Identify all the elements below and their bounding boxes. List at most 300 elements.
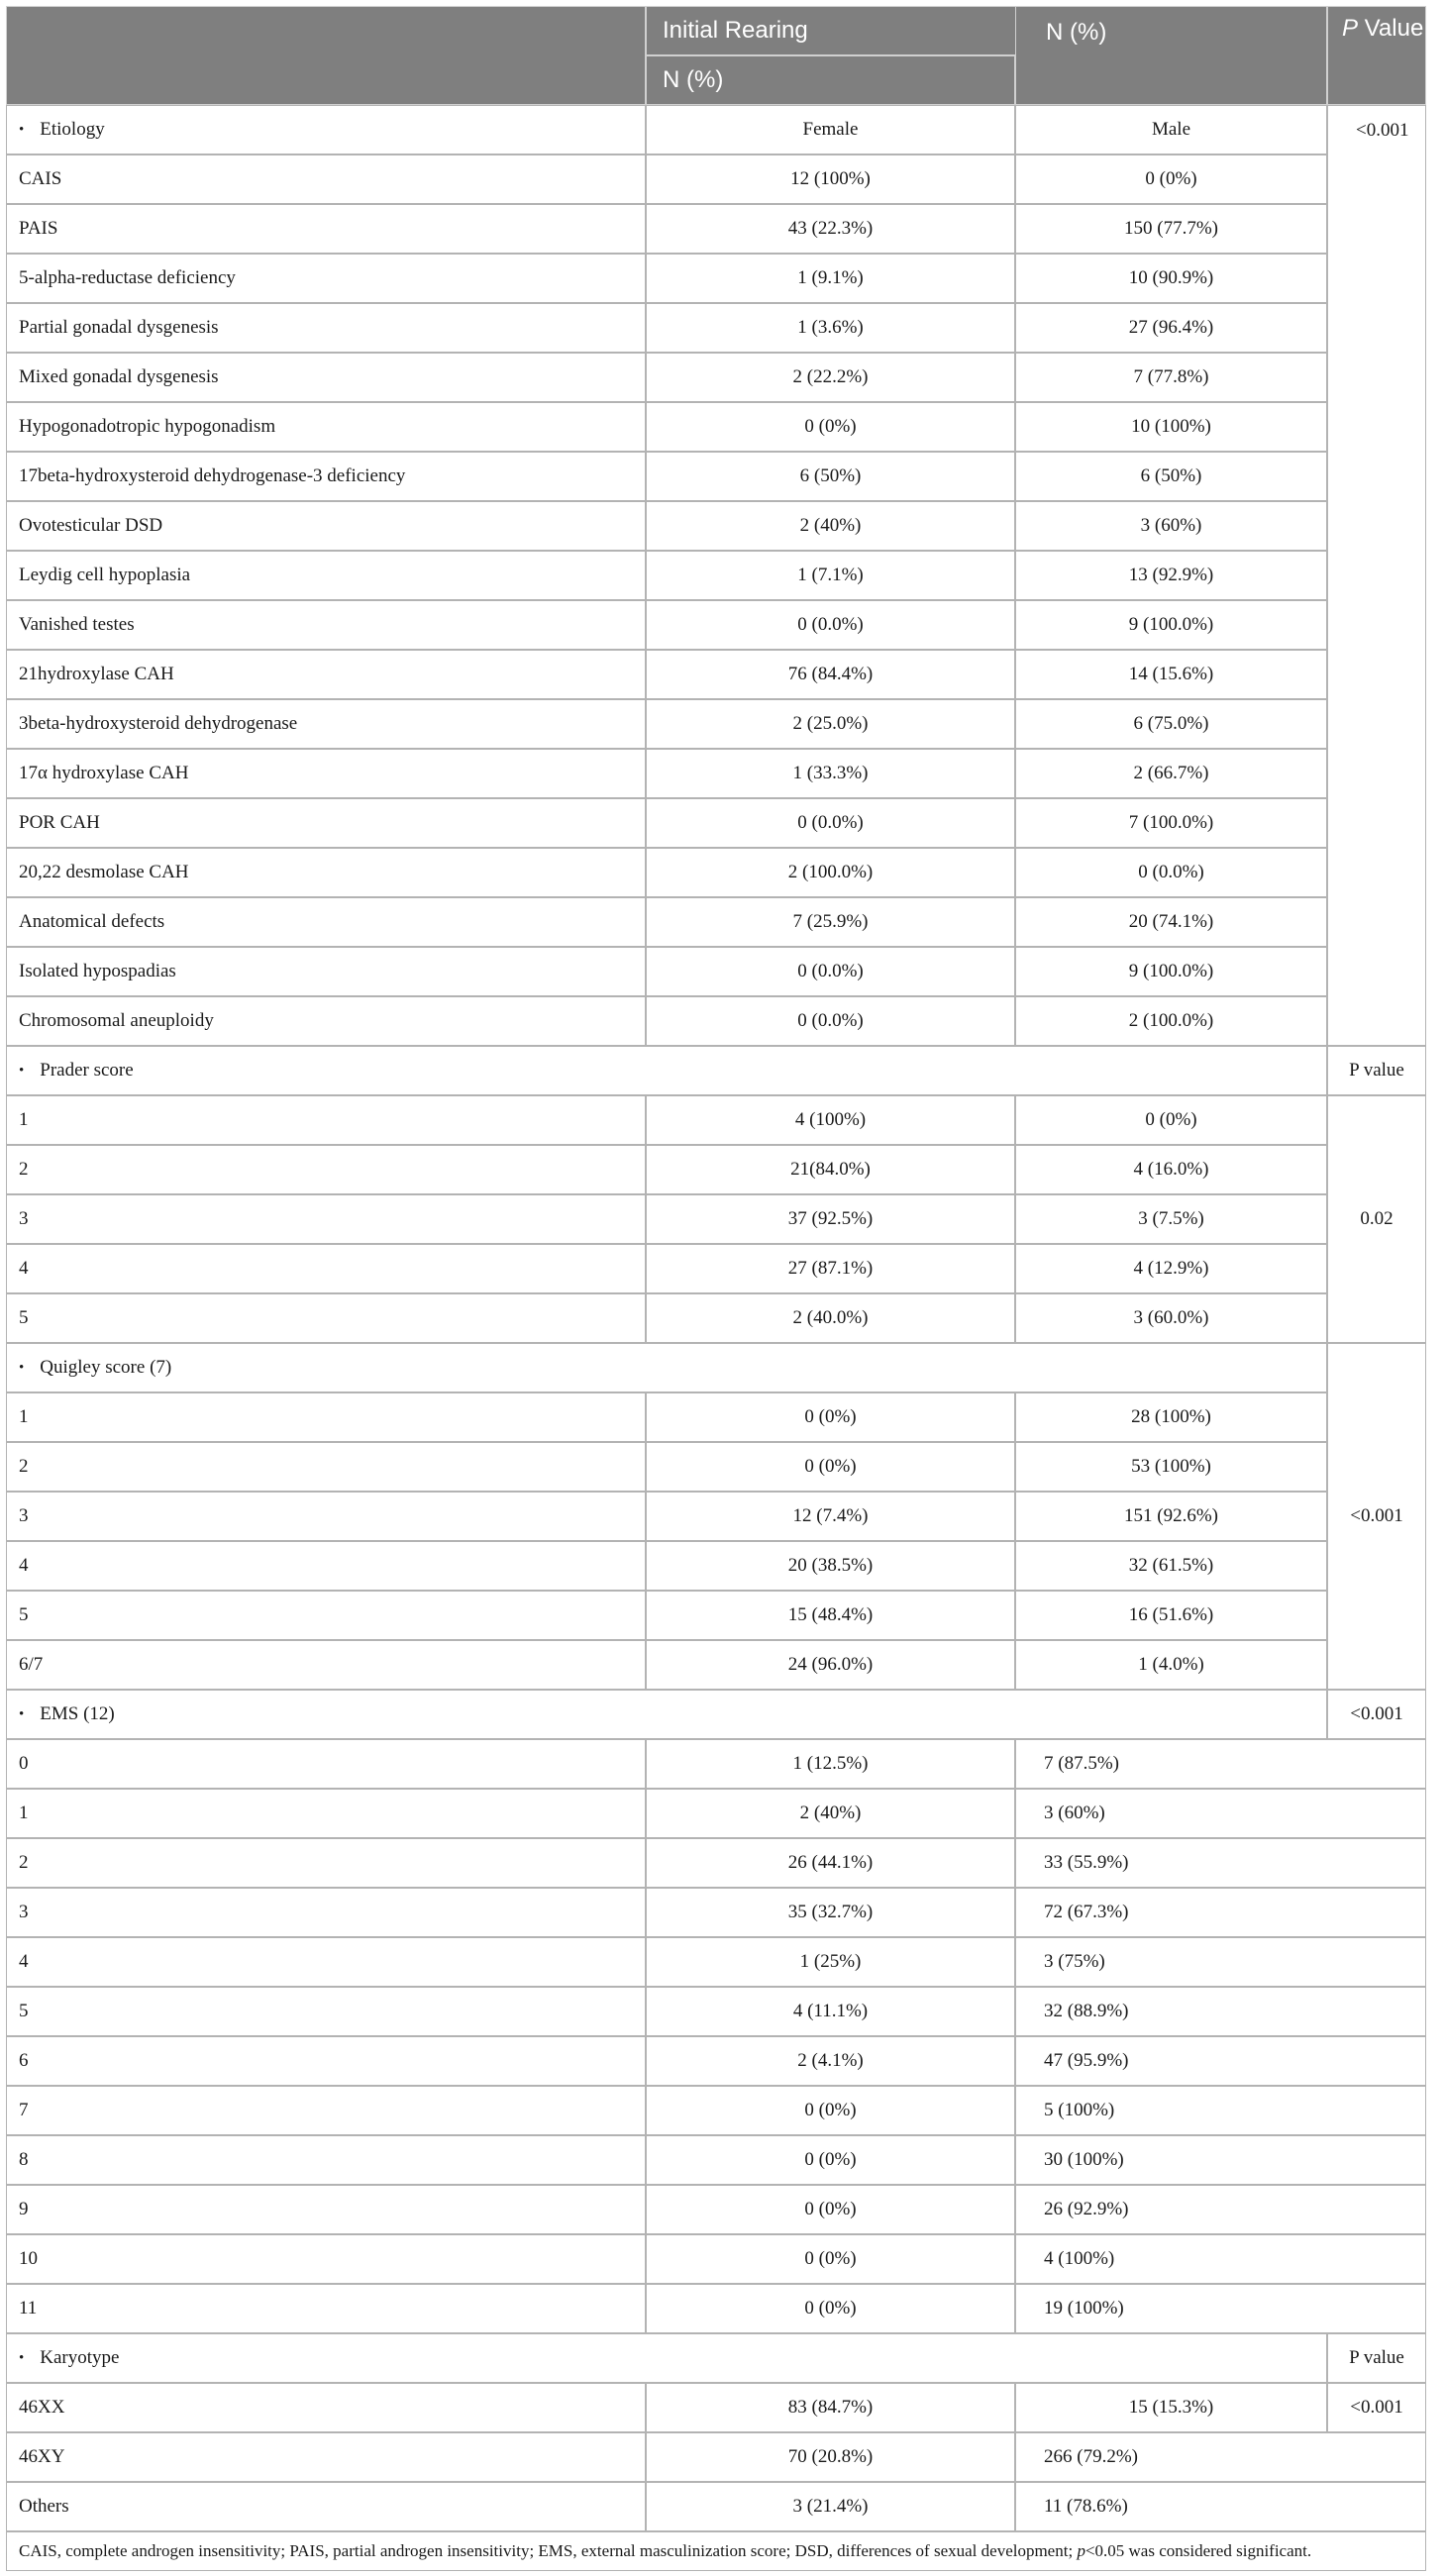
- table-row-label: [6, 303, 646, 353]
- table-row-male: [1015, 1145, 1327, 1194]
- table-row-female: [646, 650, 1015, 699]
- table-row-female-text: 4 (11.1%): [792, 2001, 869, 2021]
- table-row-female: [646, 1194, 1015, 1244]
- table-row-female: [646, 501, 1015, 551]
- section-karyotype-title-label: Karyotype: [40, 2347, 120, 2368]
- table-row-male-text: 1 (4.0%): [1138, 1654, 1204, 1675]
- table-row-male: [1015, 1789, 1426, 1838]
- table-row-male: [1015, 2234, 1426, 2284]
- table-row-female: [646, 2432, 1015, 2482]
- table-row-label: [6, 1492, 646, 1541]
- table-row-female-text: 0 (0%): [804, 2248, 857, 2269]
- table-row-male-text: 72 (67.3%): [1044, 1902, 1129, 1922]
- table-row-male: [1015, 254, 1327, 303]
- table-row-label-text: 3: [19, 1902, 29, 1922]
- table-row-male: [1015, 1194, 1327, 1244]
- table-row-label-text: 9: [19, 2199, 29, 2219]
- table-row-male-text: 2 (66.7%): [1133, 763, 1209, 783]
- section-quigley-title: [6, 1343, 1327, 1392]
- table-row-female: [646, 402, 1015, 452]
- table-row-label-text: 8: [19, 2149, 29, 2170]
- table-row-female-text: 1 (12.5%): [792, 1753, 869, 1774]
- table-row-female-text: 7 (25.9%): [792, 911, 869, 932]
- table-row-female-text: 0 (0%): [804, 2298, 857, 2318]
- table-row-label-text: Chromosomal aneuploidy: [19, 1010, 214, 1031]
- table-row-label-text: 3: [19, 1505, 29, 1526]
- table-row-female-text: 0 (0%): [804, 416, 857, 437]
- table-row-label-text: 4: [19, 1258, 29, 1279]
- table-row-female: [646, 1442, 1015, 1492]
- table-row-label-text: 20,22 desmolase CAH: [19, 862, 189, 882]
- table-row-male: [1015, 2383, 1327, 2432]
- table-row-label-text: 4: [19, 1951, 29, 1972]
- bullet-icon: •: [19, 1705, 25, 1722]
- table-row-male-text: 7 (77.8%): [1133, 366, 1209, 387]
- table-row-female-text: 76 (84.4%): [787, 664, 874, 684]
- table-row-female: [646, 1244, 1015, 1293]
- table-row-female: [646, 600, 1015, 650]
- table-row-male-text: 6 (75.0%): [1133, 713, 1209, 734]
- table-row-label: [6, 600, 646, 650]
- table-row-label: [6, 2383, 646, 2432]
- table-row-female: [646, 947, 1015, 996]
- etiology-male-header-text: Male: [1151, 119, 1191, 140]
- table-row-female-text: 6 (50%): [799, 465, 862, 486]
- table-row-male: [1015, 1888, 1426, 1937]
- table-row-female-text: 2 (40.0%): [792, 1307, 869, 1328]
- table-row-label-text: 17beta-hydroxysteroid dehydrogenase-3 deficiency: [19, 465, 406, 486]
- table-row-female-text: 37 (92.5%): [787, 1208, 874, 1229]
- table-row-female: [646, 155, 1015, 204]
- table-row-male-text: 11 (78.6%): [1044, 2496, 1128, 2517]
- table-row-label: [6, 2482, 646, 2531]
- table-row-female: [646, 353, 1015, 402]
- table-row-female-text: 0 (0%): [804, 2199, 857, 2219]
- table-row-female-text: 27 (87.1%): [787, 1258, 874, 1279]
- table-row-male: [1015, 996, 1327, 1046]
- table-row-label-text: 17α hydroxylase CAH: [19, 763, 189, 783]
- table-row-label-text: POR CAH: [19, 812, 100, 833]
- table-row-male: [1015, 1640, 1327, 1690]
- table-row-male-text: 47 (95.9%): [1044, 2050, 1129, 2071]
- table-row-label: [6, 947, 646, 996]
- table-row-female: [646, 699, 1015, 749]
- table-row-female: [646, 1987, 1015, 2036]
- table-row-label-text: Isolated hypospadias: [19, 961, 176, 981]
- header-initial-rearing-text: Initial Rearing: [663, 17, 808, 44]
- table-row-female-text: 1 (9.1%): [797, 267, 864, 288]
- table-row-male: [1015, 699, 1327, 749]
- prader-p-value-text: 0.02: [1360, 1208, 1394, 1229]
- table-row-female: [646, 254, 1015, 303]
- table-row-label-text: 11: [19, 2298, 38, 2318]
- table-row-female-text: 2 (4.1%): [797, 2050, 864, 2071]
- table-row-female: [646, 2284, 1015, 2333]
- table-row-male-text: 32 (88.9%): [1044, 2001, 1129, 2021]
- table-row-male-text: 0 (0%): [1145, 1109, 1197, 1130]
- table-row-label: [6, 897, 646, 947]
- table-row-label-text: Anatomical defects: [19, 911, 165, 932]
- section-prader-title-label: Prader score: [40, 1060, 134, 1081]
- table-row-male-text: 5 (100%): [1044, 2100, 1115, 2120]
- table-row-male-text: 28 (100%): [1131, 1406, 1211, 1427]
- table-row-female: [646, 1541, 1015, 1591]
- table-row-label: [6, 1789, 646, 1838]
- table-row-label: [6, 452, 646, 501]
- table-row-male-text: 9 (100.0%): [1128, 614, 1214, 635]
- table-row-female: [646, 897, 1015, 947]
- table-row-male: [1015, 600, 1327, 650]
- table-row-label-text: 5: [19, 1604, 29, 1625]
- table-row-female-text: 70 (20.8%): [787, 2446, 874, 2467]
- header-n-pct-right: [1015, 6, 1327, 105]
- table-row-male: [1015, 1591, 1327, 1640]
- table-row-male: [1015, 947, 1327, 996]
- table-row-label-text: Mixed gonadal dysgenesis: [19, 366, 219, 387]
- table-row-male-text: 6 (50%): [1140, 465, 1202, 486]
- table-row-label: [6, 1888, 646, 1937]
- quigley-p-value: [1327, 1343, 1426, 1690]
- table-row-label: [6, 1591, 646, 1640]
- table-row-male: [1015, 501, 1327, 551]
- table-row-male: [1015, 1541, 1327, 1591]
- table-row-label: [6, 1838, 646, 1888]
- table-row-male-text: 13 (92.9%): [1128, 565, 1214, 585]
- table-row-male: [1015, 1392, 1327, 1442]
- table-row-male: [1015, 2135, 1426, 2185]
- table-row-label: [6, 204, 646, 254]
- table-row-label: [6, 1244, 646, 1293]
- table-row-female-text: 2 (25.0%): [792, 713, 869, 734]
- table-row-female: [646, 2135, 1015, 2185]
- section-etiology-title-label: Etiology: [40, 119, 105, 140]
- table-row-male: [1015, 1838, 1426, 1888]
- table-row-male: [1015, 1937, 1426, 1987]
- table-row-female-text: 0 (0.0%): [797, 1010, 864, 1031]
- table-row-label: [6, 551, 646, 600]
- table-row-male: [1015, 155, 1327, 204]
- table-row-male-text: 53 (100%): [1131, 1456, 1211, 1477]
- table-row-female: [646, 204, 1015, 254]
- etiology-male-header: [1015, 105, 1327, 155]
- table-row-male: [1015, 749, 1327, 798]
- table-row-female: [646, 1095, 1015, 1145]
- table-row-male: [1015, 1442, 1327, 1492]
- section-ems-title: [6, 1690, 1327, 1739]
- section-etiology-title: [6, 105, 646, 155]
- table-row-label: [6, 2185, 646, 2234]
- table-row-female-text: 0 (0%): [804, 2100, 857, 2120]
- table-row-male-text: 0 (0.0%): [1138, 862, 1204, 882]
- table-row-label: [6, 798, 646, 848]
- table-row-male-text: 266 (79.2%): [1044, 2446, 1138, 2467]
- table-row-label: [6, 650, 646, 699]
- table-row-female-text: 21(84.0%): [790, 1159, 871, 1180]
- table-row-label-text: Leydig cell hypoplasia: [19, 565, 191, 585]
- table-row-male-text: 3 (60.0%): [1133, 1307, 1209, 1328]
- table-row-label-text: 3beta-hydroxysteroid dehydrogenase: [19, 713, 298, 734]
- table-row-female-text: 0 (0%): [804, 2149, 857, 2170]
- table-row-female: [646, 1937, 1015, 1987]
- table-row-male: [1015, 452, 1327, 501]
- table-row-female-text: 1 (25%): [799, 1951, 862, 1972]
- table-row-male: [1015, 551, 1327, 600]
- table-row-label-text: 10: [19, 2248, 38, 2269]
- table-row-male-text: 15 (15.3%): [1128, 2397, 1214, 2418]
- table-row-female: [646, 2383, 1015, 2432]
- table-row-label: [6, 1095, 646, 1145]
- table-row-label-text: Vanished testes: [19, 614, 135, 635]
- table-row-male: [1015, 2432, 1426, 2482]
- table-row-female: [646, 2234, 1015, 2284]
- table-row-label: [6, 402, 646, 452]
- table-row-male: [1015, 1244, 1327, 1293]
- table-row-male-text: 3 (60%): [1140, 515, 1202, 536]
- table-row-female: [646, 2482, 1015, 2531]
- table-row-male-text: 3 (75%): [1044, 1951, 1105, 1972]
- table-row-female-text: 2 (100.0%): [787, 862, 874, 882]
- table-row-male: [1015, 2036, 1426, 2086]
- table-row-male-text: 4 (12.9%): [1133, 1258, 1209, 1279]
- table-row-label: [6, 848, 646, 897]
- table-row-label: [6, 2234, 646, 2284]
- karyotype-p-header: [1327, 2333, 1426, 2383]
- table-row-label-text: 5: [19, 1307, 29, 1328]
- table-row-label-text: 5-alpha-reductase deficiency: [19, 267, 236, 288]
- table-row-female: [646, 1789, 1015, 1838]
- results-table: [6, 6, 1426, 2571]
- table-row-male: [1015, 2482, 1426, 2531]
- table-row-male-text: 30 (100%): [1044, 2149, 1124, 2170]
- table-row-male: [1015, 1739, 1426, 1789]
- table-row-label: [6, 1739, 646, 1789]
- table-row-male: [1015, 897, 1327, 947]
- table-row-label-text: 46XY: [19, 2446, 65, 2467]
- table-row-label: [6, 1145, 646, 1194]
- table-row-label: [6, 2432, 646, 2482]
- header-n-pct-left: [646, 55, 1015, 105]
- table-row-label: [6, 2284, 646, 2333]
- table-row-female-text: 83 (84.7%): [787, 2397, 874, 2418]
- table-row-male-text: 7 (87.5%): [1044, 1753, 1119, 1774]
- header-blank-cell: [6, 6, 646, 105]
- table-row-label: [6, 1541, 646, 1591]
- table-row-male-text: 4 (16.0%): [1133, 1159, 1209, 1180]
- table-footnote: [6, 2531, 1426, 2571]
- table-row-male: [1015, 402, 1327, 452]
- table-row-male-text: 32 (61.5%): [1128, 1555, 1214, 1576]
- table-row-female-text: 0 (0%): [804, 1406, 857, 1427]
- table-row-male-text: 26 (92.9%): [1044, 2199, 1129, 2219]
- table-row-male-text: 14 (15.6%): [1128, 664, 1214, 684]
- table-row-male-text: 10 (90.9%): [1128, 267, 1214, 288]
- table-row-female-text: 12 (7.4%): [792, 1505, 869, 1526]
- section-quigley-title-label: Quigley score (7): [40, 1357, 172, 1378]
- table-row-label-text: 2: [19, 1159, 29, 1180]
- karyotype-p-header-text: P value: [1349, 2347, 1404, 2368]
- table-row-male: [1015, 1293, 1327, 1343]
- table-row-female-text: 2 (40%): [799, 1803, 862, 1823]
- table-row-female-text: 0 (0.0%): [797, 961, 864, 981]
- bullet-icon: •: [19, 1359, 25, 1376]
- table-row-female-text: 1 (33.3%): [792, 763, 869, 783]
- table-row-male: [1015, 303, 1327, 353]
- quigley-p-value-text: <0.001: [1350, 1505, 1403, 1526]
- header-p-value: [1327, 6, 1426, 105]
- table-row-male: [1015, 1987, 1426, 2036]
- table-row-male-text: 7 (100.0%): [1128, 812, 1214, 833]
- table-row-label-text: 7: [19, 2100, 29, 2120]
- table-row-male-text: 33 (55.9%): [1044, 1852, 1129, 1873]
- table-row-male-text: 3 (7.5%): [1138, 1208, 1204, 1229]
- table-row-label: [6, 1987, 646, 2036]
- table-row-label-text: Hypogonadotropic hypogonadism: [19, 416, 276, 437]
- table-row-label: [6, 1937, 646, 1987]
- table-row-male: [1015, 848, 1327, 897]
- table-row-female: [646, 798, 1015, 848]
- table-row-female: [646, 848, 1015, 897]
- table-row-female: [646, 1739, 1015, 1789]
- prader-p-header-text: P value: [1349, 1060, 1404, 1081]
- table-row-female-text: 2 (40%): [799, 515, 862, 536]
- table-row-female-text: 2 (22.2%): [792, 366, 869, 387]
- section-ems-title-label: EMS (12): [40, 1703, 115, 1724]
- table-row-label-text: 4: [19, 1555, 29, 1576]
- footnote-p-italic: p: [1077, 2541, 1085, 2560]
- header-n-pct-right-text: N (%): [1046, 19, 1107, 46]
- table-row-male: [1015, 353, 1327, 402]
- table-row-label-text: 0: [19, 1753, 29, 1774]
- bullet-icon: •: [19, 121, 25, 138]
- table-row-female: [646, 2036, 1015, 2086]
- table-row-label: [6, 1194, 646, 1244]
- table-row-label-text: 2: [19, 1852, 29, 1873]
- header-n-pct-left-text: N (%): [663, 66, 724, 93]
- section-karyotype-title: [6, 2333, 1327, 2383]
- bullet-icon: •: [19, 2349, 25, 2366]
- table-row-female: [646, 452, 1015, 501]
- table-row-female: [646, 749, 1015, 798]
- table-row-male-text: 19 (100%): [1044, 2298, 1124, 2318]
- table-row-label: [6, 501, 646, 551]
- table-row-label: [6, 2086, 646, 2135]
- karyotype-p-value: [1327, 2383, 1426, 2432]
- table-row-male: [1015, 2284, 1426, 2333]
- table-row-female: [646, 1838, 1015, 1888]
- table-row-label-text: 1: [19, 1109, 29, 1130]
- table-row-male: [1015, 1492, 1327, 1541]
- table-row-male-text: 0 (0%): [1145, 168, 1197, 189]
- karyotype-p-value-text: <0.001: [1350, 2397, 1403, 2418]
- table-row-male: [1015, 204, 1327, 254]
- table-row-male-text: 16 (51.6%): [1128, 1604, 1214, 1625]
- bullet-icon: •: [19, 1062, 25, 1079]
- table-row-label: [6, 749, 646, 798]
- table-row-male: [1015, 1095, 1327, 1145]
- table-row-label: [6, 1442, 646, 1492]
- section-prader-title: [6, 1046, 1327, 1095]
- prader-p-value: [1327, 1095, 1426, 1343]
- table-row-label-text: 2: [19, 1456, 29, 1477]
- table-row-female: [646, 2086, 1015, 2135]
- table-row-label: [6, 155, 646, 204]
- table-row-male: [1015, 2185, 1426, 2234]
- table-row-male-text: 9 (100.0%): [1128, 961, 1214, 981]
- table-row-male-text: 150 (77.7%): [1124, 218, 1218, 239]
- table-row-female-text: 15 (48.4%): [787, 1604, 874, 1625]
- table-row-label: [6, 1392, 646, 1442]
- table-row-male-text: 3 (60%): [1044, 1803, 1105, 1823]
- table-row-label-text: 46XX: [19, 2397, 65, 2418]
- table-row-label-text: 6: [19, 2050, 29, 2071]
- table-row-label: [6, 353, 646, 402]
- etiology-p-value: [1327, 105, 1426, 1046]
- table-row-female: [646, 1293, 1015, 1343]
- table-row-male-text: 2 (100.0%): [1128, 1010, 1214, 1031]
- table-row-label: [6, 699, 646, 749]
- table-row-female-text: 0 (0%): [804, 1456, 857, 1477]
- table-row-label-text: 1: [19, 1406, 29, 1427]
- table-row-label-text: PAIS: [19, 218, 58, 239]
- table-row-label-text: CAIS: [19, 168, 62, 189]
- table-row-male: [1015, 798, 1327, 848]
- etiology-female-header: [646, 105, 1015, 155]
- table-row-male-text: 27 (96.4%): [1128, 317, 1214, 338]
- header-p-rest: Value: [1358, 15, 1424, 42]
- footnote-main: CAIS, complete androgen insensitivity; PAIS, partial androgen insensitivity; EMS, external masculinization score; DSD, differences of sexual development;: [19, 2541, 1078, 2560]
- etiology-p-value-text: <0.001: [1356, 120, 1409, 141]
- table-row-female: [646, 1492, 1015, 1541]
- table-row-label-text: 3: [19, 1208, 29, 1229]
- table-row-label: [6, 2135, 646, 2185]
- table-row-male-text: 4 (100%): [1044, 2248, 1115, 2269]
- table-row-female-text: 43 (22.3%): [787, 218, 874, 239]
- table-row-female: [646, 551, 1015, 600]
- table-row-female-text: 4 (100%): [794, 1109, 867, 1130]
- table-row-male-text: 10 (100%): [1131, 416, 1211, 437]
- table-row-female-text: 26 (44.1%): [787, 1852, 874, 1873]
- ems-p-value: [1327, 1690, 1426, 1739]
- etiology-female-header-text: Female: [802, 119, 859, 140]
- table-row-label-text: Others: [19, 2496, 69, 2517]
- header-p-italic: P: [1342, 15, 1359, 42]
- table-row-label-text: Partial gonadal dysgenesis: [19, 317, 219, 338]
- table-row-female: [646, 1392, 1015, 1442]
- table-row-label: [6, 996, 646, 1046]
- footnote-tail: <0.05 was considered significant.: [1084, 2541, 1312, 2560]
- table-row-label-text: 21hydroxylase CAH: [19, 664, 174, 684]
- table-row-female: [646, 1591, 1015, 1640]
- table-row-label-text: 1: [19, 1803, 29, 1823]
- table-row-label: [6, 1293, 646, 1343]
- table-row-female-text: 1 (3.6%): [797, 317, 864, 338]
- table-row-female-text: 20 (38.5%): [787, 1555, 874, 1576]
- table-row-female: [646, 2185, 1015, 2234]
- table-row-female-text: 35 (32.7%): [787, 1902, 874, 1922]
- table-row-female-text: 0 (0.0%): [797, 812, 864, 833]
- table-row-female-text: 0 (0.0%): [797, 614, 864, 635]
- table-row-female: [646, 303, 1015, 353]
- table-row-female-text: 3 (21.4%): [792, 2496, 869, 2517]
- table-row-female-text: 12 (100%): [790, 168, 871, 189]
- table-row-female: [646, 1145, 1015, 1194]
- table-row-female-text: 1 (7.1%): [797, 565, 864, 585]
- table-row-label: [6, 1640, 646, 1690]
- table-row-label-text: Ovotesticular DSD: [19, 515, 163, 536]
- table-row-male: [1015, 2086, 1426, 2135]
- table-row-female: [646, 996, 1015, 1046]
- table-row-label-text: 6/7: [19, 1654, 44, 1675]
